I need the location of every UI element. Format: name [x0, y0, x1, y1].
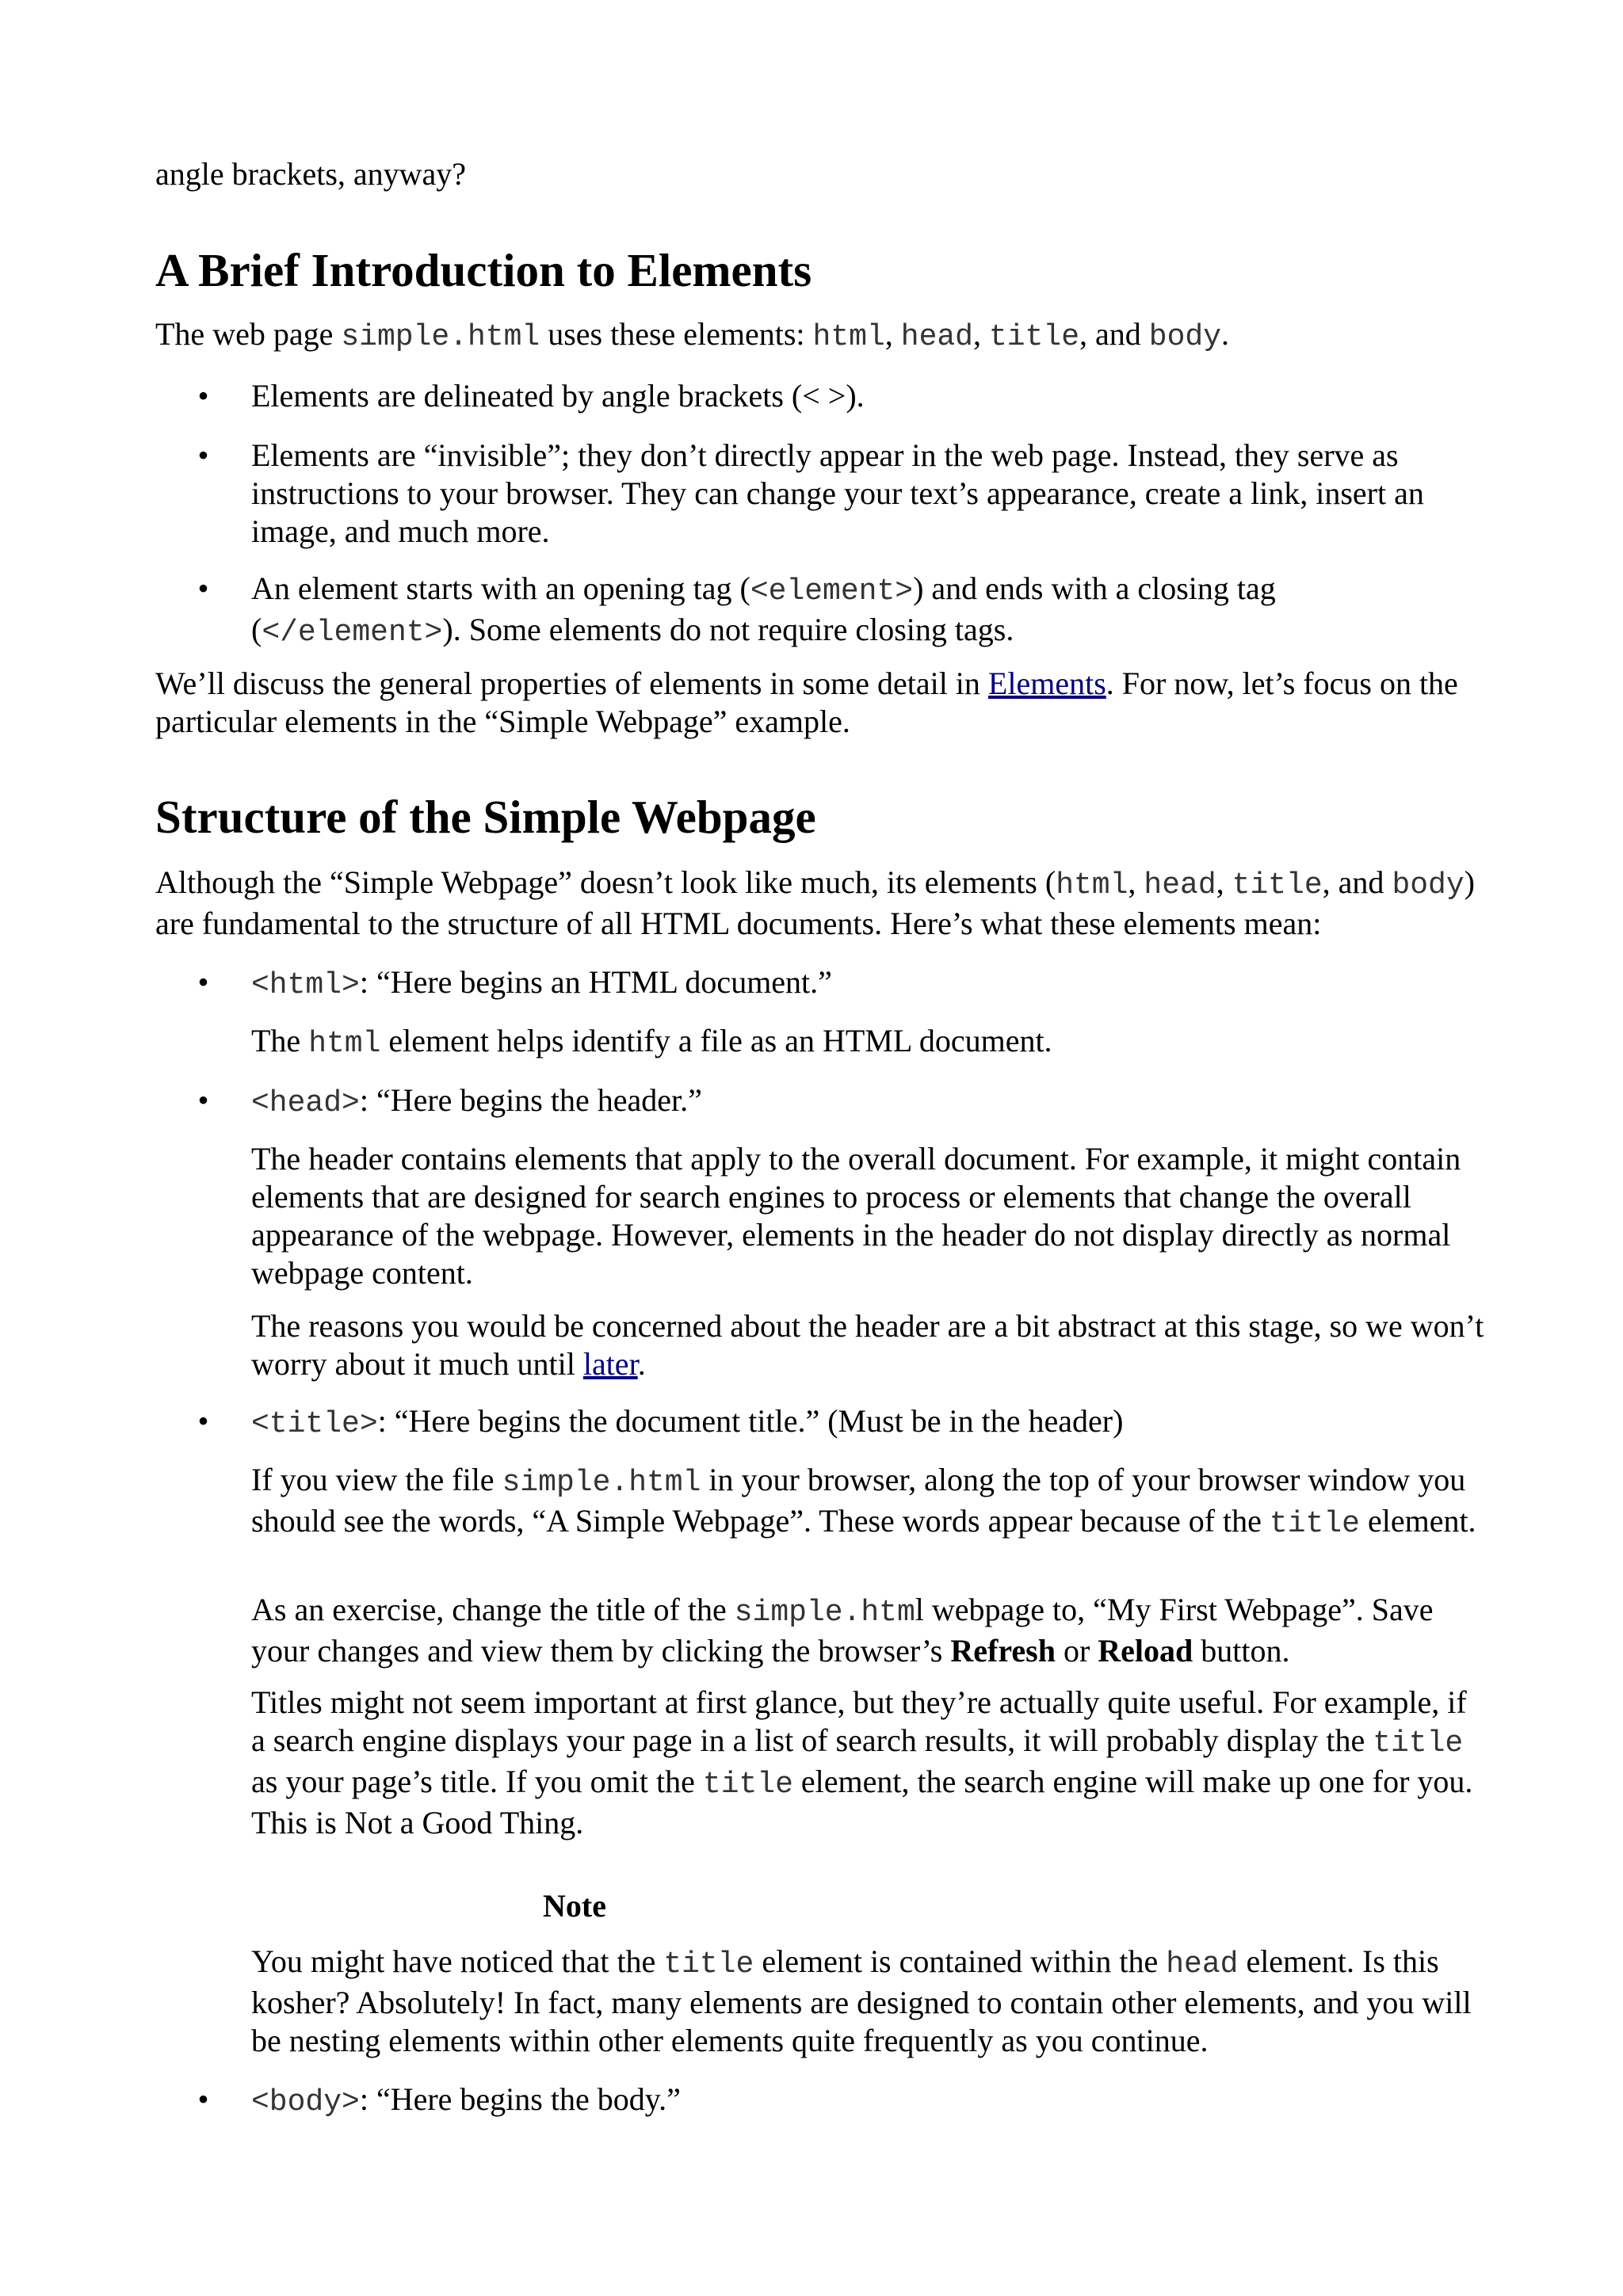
bullet-icon: • — [197, 437, 209, 473]
bullet-icon: • — [197, 378, 209, 414]
continuation-text: angle brackets, anyway? — [155, 156, 467, 192]
structure-intro-paragraph: Although the “Simple Webpage” doesn’t look like much, its elements (html, head, title, and body) are fundamental to the structure of all HTML documents. Here’s what these elements mean: — [155, 864, 1475, 941]
bullet-icon: • — [197, 2081, 209, 2117]
bullet-icon: • — [197, 570, 209, 606]
elements-link[interactable]: Elements — [987, 666, 1106, 701]
code-filename: simple.html — [341, 320, 540, 354]
bullet-icon: • — [197, 1403, 209, 1439]
outro-paragraph: We’ll discuss the general properties of elements in some detail in Elements. For now, let’s focus on the particular elements in the “Simple Webpage” example. — [155, 666, 1458, 739]
section-heading-structure: Structure of the Simple Webpage — [155, 791, 816, 843]
section-heading-elements: A Brief Introduction to Elements — [155, 244, 812, 296]
note-text: You might have noticed that the title element is contained within the head element. Is this kosher? Absolutely! In fact, many elements are designed to contain other elements, and you will be nesting elements within other elements quite frequently as you continue. — [251, 1943, 1472, 2058]
intro-paragraph: The web page simple.html uses these elements: html, head, title, and body. — [155, 316, 1229, 354]
bullet-icon: • — [197, 1082, 209, 1118]
note-title: Note — [543, 1888, 606, 1924]
bullet-icon: • — [197, 964, 209, 1000]
later-link[interactable]: later — [582, 1346, 638, 1382]
